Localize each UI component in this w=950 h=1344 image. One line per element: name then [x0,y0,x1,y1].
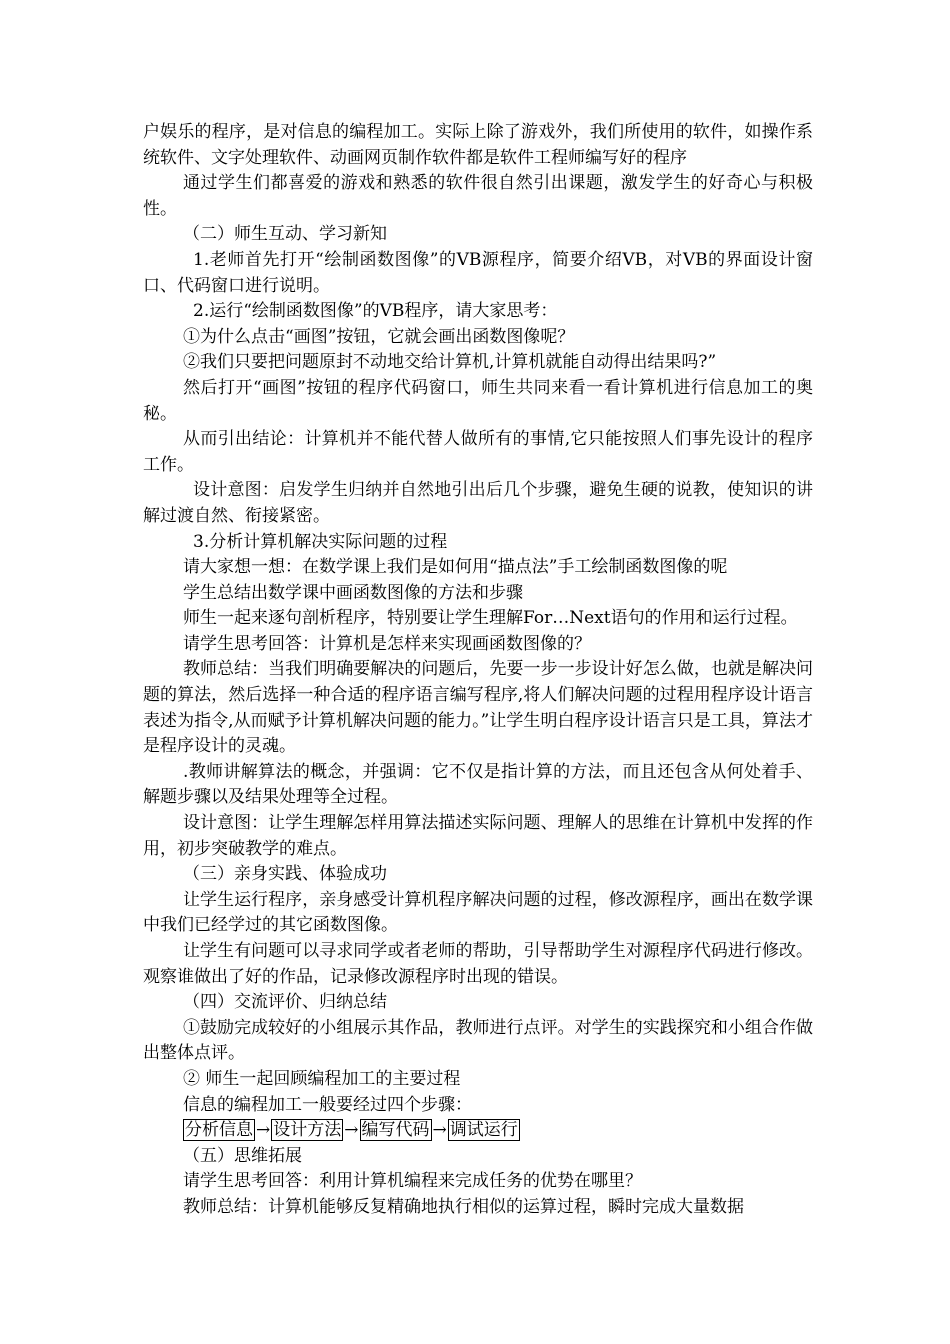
paragraph-summary-math: 学生总结出数学课中画函数图像的方法和步骤 [183,582,523,603]
section-heading-2: （二）师生互动、学习新知 [183,224,387,245]
paragraph-question-2: ②我们只要把问题原封不动地交给计算机,计算机就能自动得出结果吗?” [183,352,717,373]
flow-step-code: 编写代码 [361,1120,430,1141]
paragraph-open-code: 然后打开“画图”按钮的程序代码窗口，师生共同来看一看计算机进行信息加工的奥秘。 [143,377,813,424]
document-body [143,120,813,1221]
paragraph-question-4: 请学生思考回答：利用计算机编程来完成任务的优势在哪里？ [183,1171,642,1192]
paragraph-design-intent-3: 设计意图：让学生理解怎样用算法描述实际问题、理解人的思维在计算机中发挥的作用，初步突破教学的难点。 [143,813,813,859]
paragraph-question-3: 请学生思考回答：计算机是怎样来实现画函数图像的？ [183,633,591,654]
paragraph-practice-1: 让学生运行程序，亲身感受计算机程序解决问题的过程，修改源程序，画出在数学课中我们已经学过的其它函数图像。 [143,889,813,936]
flow-step-design: 设计方法 [273,1120,342,1141]
paragraph-evaluation-1: ①鼓励完成较好的小组展示其作品，教师进行点评。对学生的实践探究和小组合作做出整体点评。 [143,1017,813,1064]
paragraph-step-2: 2.运行“绘制函数图像”的VB程序，请大家思考： [193,301,558,322]
paragraph-question-1: ①为什么点击“画图”按钮，它就会画出函数图像呢？ [183,326,575,347]
paragraph-algorithm: .教师讲解算法的概念，并强调：它不仅是指计算的方法，而且还包含从何处着手、解题步骤以及结果处理等全过程。 [143,761,813,808]
paragraph-intro-continued: 户娱乐的程序，是对信息的编程加工。实际上除了游戏外，我们所使用的软件，如操作系统软件、文字处理软件、动画网页制作软件都是软件工程师编写好的程序 [143,122,813,168]
paragraph-think: 请大家想一想：在数学课上我们是如何用“描点法”手工绘制函数图像的呢 [183,557,728,578]
section-heading-3: （三）亲身实践、体验成功 [183,864,387,885]
arrow-right-icon: → [256,1120,271,1141]
arrow-right-icon: → [344,1120,359,1141]
paragraph-step-3: 3.分析计算机解决实际问题的过程 [193,531,448,552]
flow-step-debug: 调试运行 [449,1120,518,1141]
paragraph-step-1: 1.老师首先打开“绘制函数图像”的VB源程序，简要介绍VB，对VB的界面设计窗口、代码窗口进行说明。 [143,249,813,296]
paragraph-teacher-summary-1: 教师总结：当我们明确要解决的问题后，先要一步一步设计好怎么做，也就是解决问题的算法，然后选择一种合适的程序语言编写程序,将人们解决问题的过程用程序设计语言表述为指令,从而赋予计算机解决问题的能力。”让学生明白程序设计语言只是工具，算法才是程序设计的灵魂。 [143,659,813,757]
section-heading-4: （四）交流评价、归纳总结 [183,992,387,1013]
paragraph-practice-2: 让学生有问题可以寻求同学或者老师的帮助，引导帮助学生对源程序代码进行修改。观察谁做出了好的作品，记录修改源程序时出现的错误。 [143,941,813,987]
paragraph-design-intent-2: 设计意图：启发学生归纳并自然地引出后几个步骤，避免生硬的说教，使知识的讲解过渡自然、衔接紧密。 [143,480,813,526]
paragraph-design-intent-1: 通过学生们都喜爱的游戏和熟悉的软件很自然引出课题，激发学生的好奇心与积极性。 [143,173,813,219]
paragraph-four-steps: 信息的编程加工一般要经过四个步骤： [183,1094,472,1115]
paragraph-analyze-program: 师生一起来逐句剖析程序，特别要让学生理解For…Next语句的作用和运行过程。 [183,608,798,629]
flow-step-analyze: 分析信息 [185,1120,253,1141]
paragraph-teacher-summary-2: 教师总结：计算机能够反复精确地执行相似的运算过程，瞬时完成大量数据 [183,1196,744,1217]
paragraph-conclusion: 从而引出结论：计算机并不能代替人做所有的事情,它只能按照人们事先设计的程序工作。 [143,429,813,475]
process-flow [143,1118,813,1144]
paragraph-evaluation-2: ② 师生一起回顾编程加工的主要过程 [183,1068,461,1089]
section-heading-5: （五）思维拓展 [183,1145,302,1166]
arrow-right-icon: → [432,1120,447,1141]
